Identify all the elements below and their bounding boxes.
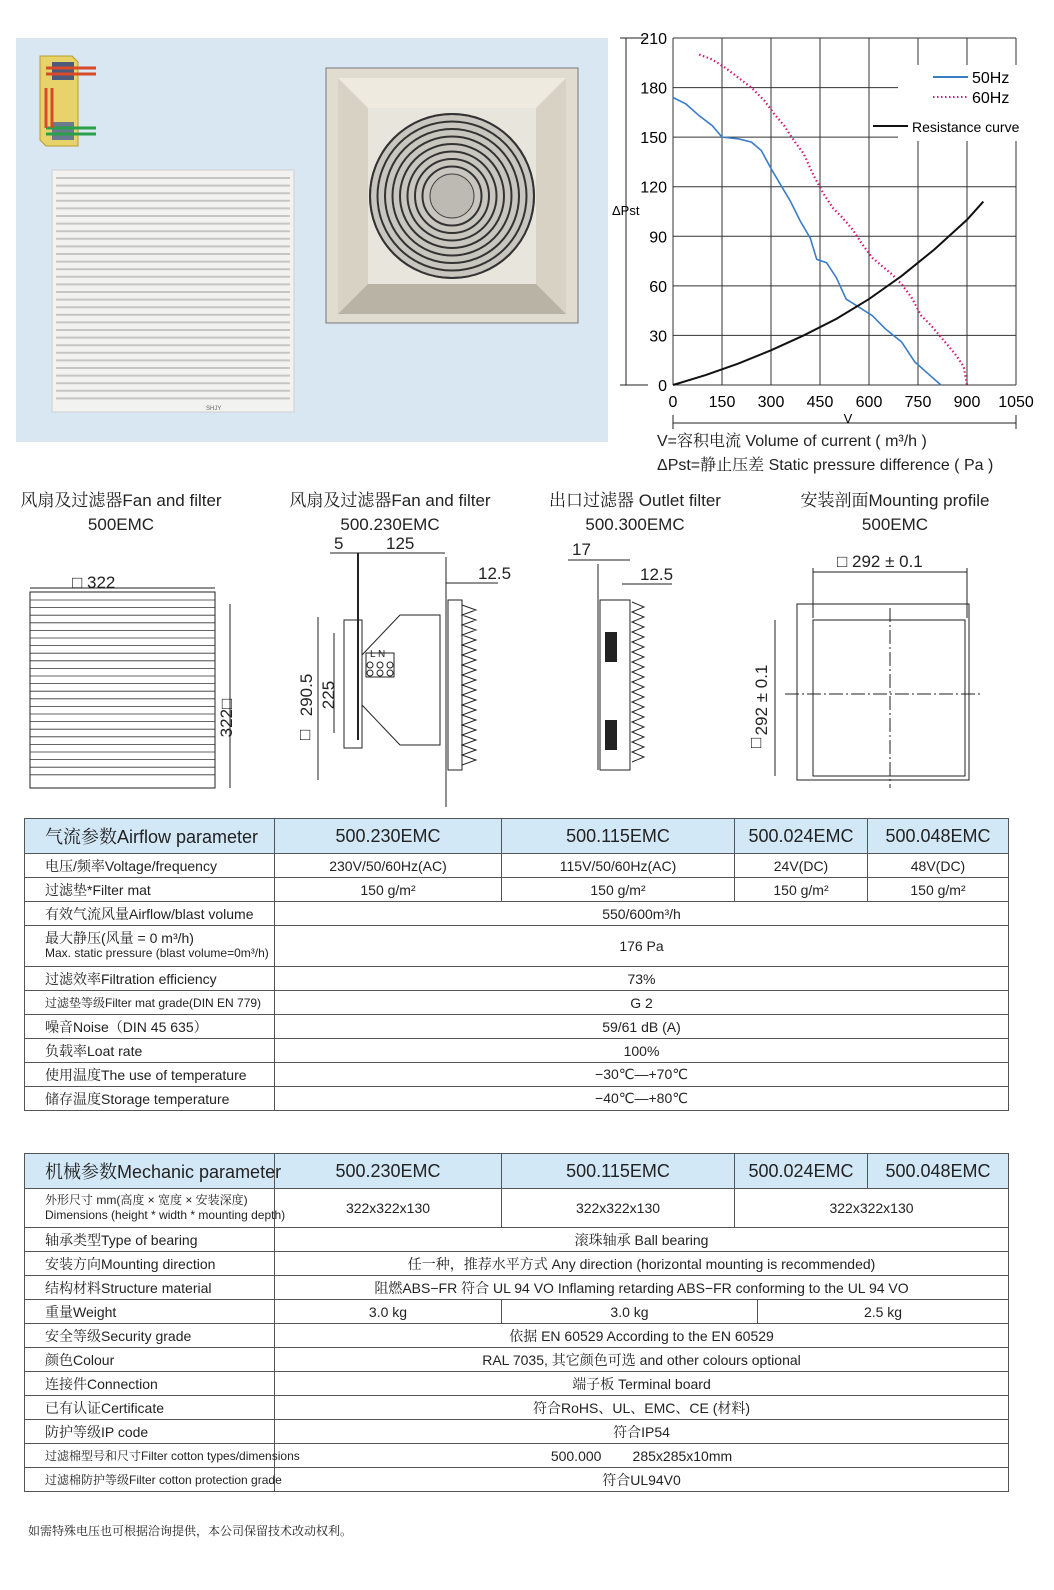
row-colour: 颜色Colour RAL 7035, 其它颜色可选 and other colours optional <box>25 1348 1009 1372</box>
y-axis-label: ΔPst <box>612 203 640 218</box>
dim-12-5-fan: 12.5 <box>478 564 512 583</box>
svg-text:L N: L N <box>370 649 386 660</box>
chart-note-volume: V=容积电流 Volume of current ( m³/h ) <box>657 433 927 450</box>
x-tick-label: 900 <box>953 394 981 411</box>
row-ip: 防护等级IP code 符合IP54 <box>25 1420 1009 1444</box>
row-material: 结构材料Structure material 阻燃ABS−FR 符合 UL 94 VO Inflaming retarding ABS−FR conforming to the UL 94 VO <box>25 1276 1009 1300</box>
mechanic-header-label: 机械参数Mechanic parameter <box>25 1154 275 1189</box>
dim-225: 225 <box>319 680 338 710</box>
mechanic-table <box>24 1153 1009 1492</box>
dim-box-fan: □ <box>300 725 311 744</box>
drawing-title-4: 安装剖面Mounting profile 500EMC <box>800 491 990 534</box>
dim-290-5: 290.5 <box>297 673 316 717</box>
grille-label: SHJY <box>206 406 222 412</box>
y-tick-label: 210 <box>640 31 667 48</box>
airflow-table <box>24 818 1009 1111</box>
grille-front-drawing <box>20 560 250 810</box>
x-tick-label: 750 <box>904 394 932 411</box>
filter-grille-photo <box>52 170 294 412</box>
row-max-static: 最大静压(风量 = 0 m³/h) Max. static pressure (blast volume=0m³/h) 176 Pa <box>25 926 1009 967</box>
x-tick-label: 300 <box>757 394 785 411</box>
chart-note-pressure: ΔPst=静止压差 Static pressure difference ( Pa ) <box>657 457 994 474</box>
chart-notes <box>657 430 993 478</box>
row-filter-mat: 过滤垫*Filter mat 150 g/m² 150 g/m² 150 g/m² 150 g/m² <box>25 878 1009 902</box>
y-tick-label: 60 <box>649 278 667 296</box>
x-tick-label: 600 <box>855 394 883 411</box>
row-cotton-grade: 过滤棉防护等级Filter cotton protection grade 符合UL94V0 <box>25 1468 1009 1492</box>
dim-5: 5 <box>334 534 344 553</box>
chart-svg <box>608 25 1048 485</box>
row-store-temp: 储存温度Storage temperature −40℃—+80℃ <box>25 1087 1009 1111</box>
legend-label: 60Hz <box>972 90 1010 107</box>
y-tick-label: 150 <box>640 130 667 148</box>
row-voltage: 电压/频率Voltage/frequency 230V/50/60Hz(AC) 115V/50/60Hz(AC) 24V(DC) 48V(DC) <box>25 854 1009 878</box>
footnote: 如需特殊电压也可根据洽询提供，本公司保留技术改动权利。 <box>28 1524 353 1538</box>
legend-label: 50Hz <box>972 70 1010 87</box>
dim-125: 125 <box>386 534 415 553</box>
row-cotton-type: 过滤棉型号和尺寸Filter cotton types/dimensions 500.000 285x285x10mm <box>25 1444 1009 1468</box>
row-efficiency: 过滤效率Filtration efficiency 73% <box>25 967 1009 991</box>
airflow-header-label: 气流参数Airflow parameter <box>25 819 275 854</box>
x-tick-label: 0 <box>668 394 678 411</box>
pressure-volume-chart <box>608 25 1048 485</box>
row-use-temp: 使用温度The use of temperature −30℃—+70℃ <box>25 1063 1009 1087</box>
col-500-230: 500.230EMC <box>275 819 502 854</box>
mounting-profile-drawing <box>745 548 985 788</box>
x-tick-label: 450 <box>806 394 834 411</box>
col-500-115: 500.115EMC <box>502 819 735 854</box>
mechanic-header-row: 机械参数Mechanic parameter 500.230EMC 500.115EMC 500.024EMC 500.048EMC <box>25 1154 1009 1189</box>
fan-side-drawing <box>290 534 512 810</box>
row-load: 负载率Loat rate 100% <box>25 1039 1009 1063</box>
col-500-048: 500.048EMC <box>868 819 1009 854</box>
drawing-title-2: 风扇及过滤器Fan and filter 500.230EMC <box>289 491 491 534</box>
row-airflow-volume: 有效气流风量Airflow/blast volume 550/600m³/h <box>25 902 1009 926</box>
dim-292-width: □ 292 ± 0.1 <box>837 552 923 571</box>
row-security: 安全等级Security grade 依据 EN 60529 According to the EN 60529 <box>25 1324 1009 1348</box>
row-noise: 噪音Noise（DIN 45 635） 59/61 dB (A) <box>25 1015 1009 1039</box>
cabinet-airflow-icon <box>40 56 96 146</box>
y-tick-label: 90 <box>649 229 667 247</box>
series-line-3 <box>673 202 983 385</box>
y-tick-label: 0 <box>658 378 667 395</box>
fan-unit-photo <box>326 68 578 323</box>
outlet-filter-side-drawing <box>560 540 690 780</box>
dim-width-grille: □ 322 <box>72 573 116 592</box>
col-500-024: 500.024EMC <box>735 819 868 854</box>
x-tick-label: 150 <box>708 394 736 411</box>
product-photos <box>16 38 608 442</box>
y-tick-label: 120 <box>640 179 667 197</box>
row-connection: 连接件Connection 端子板 Terminal board <box>25 1372 1009 1396</box>
dim-box-mount: □ <box>751 733 762 752</box>
y-tick-label: 30 <box>649 328 667 346</box>
dim-292-height: 292 ± 0.1 <box>752 664 771 736</box>
dim-12-5-outlet: 12.5 <box>640 565 674 584</box>
dim-height-grille: 322□ <box>217 698 236 738</box>
x-axis-label: V <box>843 411 853 426</box>
row-weight: 重量Weight 3.0 kg 3.0 kg 2.5 kg <box>25 1300 1009 1324</box>
dim-17: 17 <box>572 540 591 559</box>
row-certificate: 已有认证Certificate 符合RoHS、UL、EMC、CE (材料) <box>25 1396 1009 1420</box>
airflow-header-row <box>25 819 1009 854</box>
x-tick-label: 1050 <box>998 394 1034 411</box>
row-mounting: 安装方向Mounting direction 任一种，推荐水平方式 Any direction (horizontal mounting is recommended) <box>25 1252 1009 1276</box>
drawing-title-1: 风扇及过滤器Fan and filter 500EMC <box>20 491 222 534</box>
drawing-title-3: 出口过滤器 Outlet filter 500.300EMC <box>549 491 721 534</box>
row-dimensions: 外形尺寸 mm(高度 × 宽度 × 安装深度) Dimensions (height * width * mounting depth) 322x322x130 322x322x130 322x322x130 <box>25 1189 1009 1228</box>
product-photo-panel <box>16 38 608 442</box>
row-bearing: 轴承类型Type of bearing 滚珠轴承 Ball bearing <box>25 1228 1009 1252</box>
y-tick-label: 180 <box>640 80 667 98</box>
legend-label: Resistance curve <box>912 119 1020 135</box>
row-grade: 过滤垫等级Filter mat grade(DIN EN 779) G 2 <box>25 991 1009 1015</box>
